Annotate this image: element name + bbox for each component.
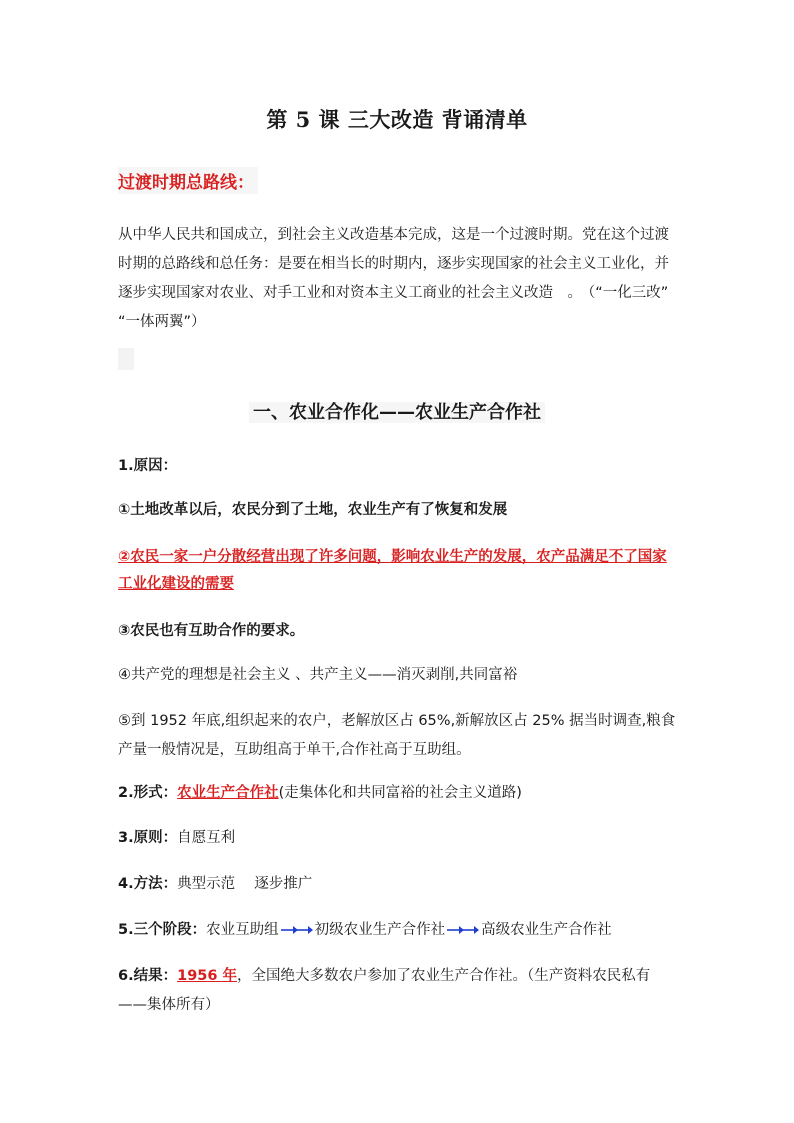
transition-paragraph xyxy=(118,221,688,337)
section-title-text: 一、农业合作化——农业生产合作社 xyxy=(249,402,545,423)
stages-label: 5.三个阶段： xyxy=(118,922,207,938)
method-value: 典型示范 逐步推广 xyxy=(177,876,313,892)
form-label: 2.形式： xyxy=(118,785,178,801)
result-text: ，全国绝大多数农户参加了农业生产合作社。（生产资料农民私有——集体所有） xyxy=(118,968,651,1013)
transition-quotes: （“一化三改” “一体两翼”） xyxy=(118,285,688,330)
stages-line xyxy=(118,917,678,944)
reason-item-2: ②农民一家一户分散经营出现了许多问题，影响农业生产的发展，农产品满足不了国家工业化建设的需要 xyxy=(118,549,667,592)
stage-2: 初级农业生产合作社 xyxy=(314,922,446,938)
method-line xyxy=(118,871,678,898)
reason-item-5: ⑤到 1952 年底,组织起来的农户，老解放区占 65%,新解放区占 25% 据当时调查,粮食产量一般情况是，互助组高于单干,合作社高于互助组。 xyxy=(118,713,676,758)
form-value: 农业生产合作社 xyxy=(177,785,279,801)
result-line xyxy=(118,962,678,1020)
arrow-right-icon xyxy=(281,925,313,935)
form-note: (走集体化和共同富裕的社会主义道路) xyxy=(278,785,522,801)
reason-item-3: ③农民也有互助合作的要求。 xyxy=(118,623,305,639)
page-title: 第 5 课 三大改造 背诵清单 xyxy=(266,107,528,132)
principle-label: 3.原则： xyxy=(118,830,178,846)
section-title xyxy=(0,398,794,424)
reason-item-4: ④共产党的理想是社会主义 、共产主义——消灭剥削,共同富裕 xyxy=(118,667,518,683)
reason-label: 1.原因： xyxy=(118,458,178,474)
result-year: 1956 年 xyxy=(177,968,238,984)
transition-body: 从中华人民共和国成立，到社会主义改造基本完成，这是一个过渡时期。党在这个过渡时期的总路线和总任务：是要在相当长的时期内，逐步实现国家的社会主义工业化，并逐步实现国家对农业、对手工业和对资本主义工商业的社会主义改造 。 xyxy=(118,227,669,301)
method-label: 4.方法： xyxy=(118,876,178,892)
principle-value: 自愿互利 xyxy=(177,830,236,846)
shaded-placeholder xyxy=(118,348,134,370)
transition-heading: 过渡时期总路线： xyxy=(118,167,258,194)
stage-1: 农业互助组 xyxy=(206,922,279,938)
principle-line xyxy=(118,825,678,852)
result-label: 6.结果： xyxy=(118,968,178,984)
reason-item-1: ①土地改革以后，农民分到了土地，农业生产有了恢复和发展 xyxy=(118,502,508,518)
form-line xyxy=(118,780,678,807)
arrow-right-icon xyxy=(447,925,479,935)
stage-3: 高级农业生产合作社 xyxy=(481,922,612,938)
